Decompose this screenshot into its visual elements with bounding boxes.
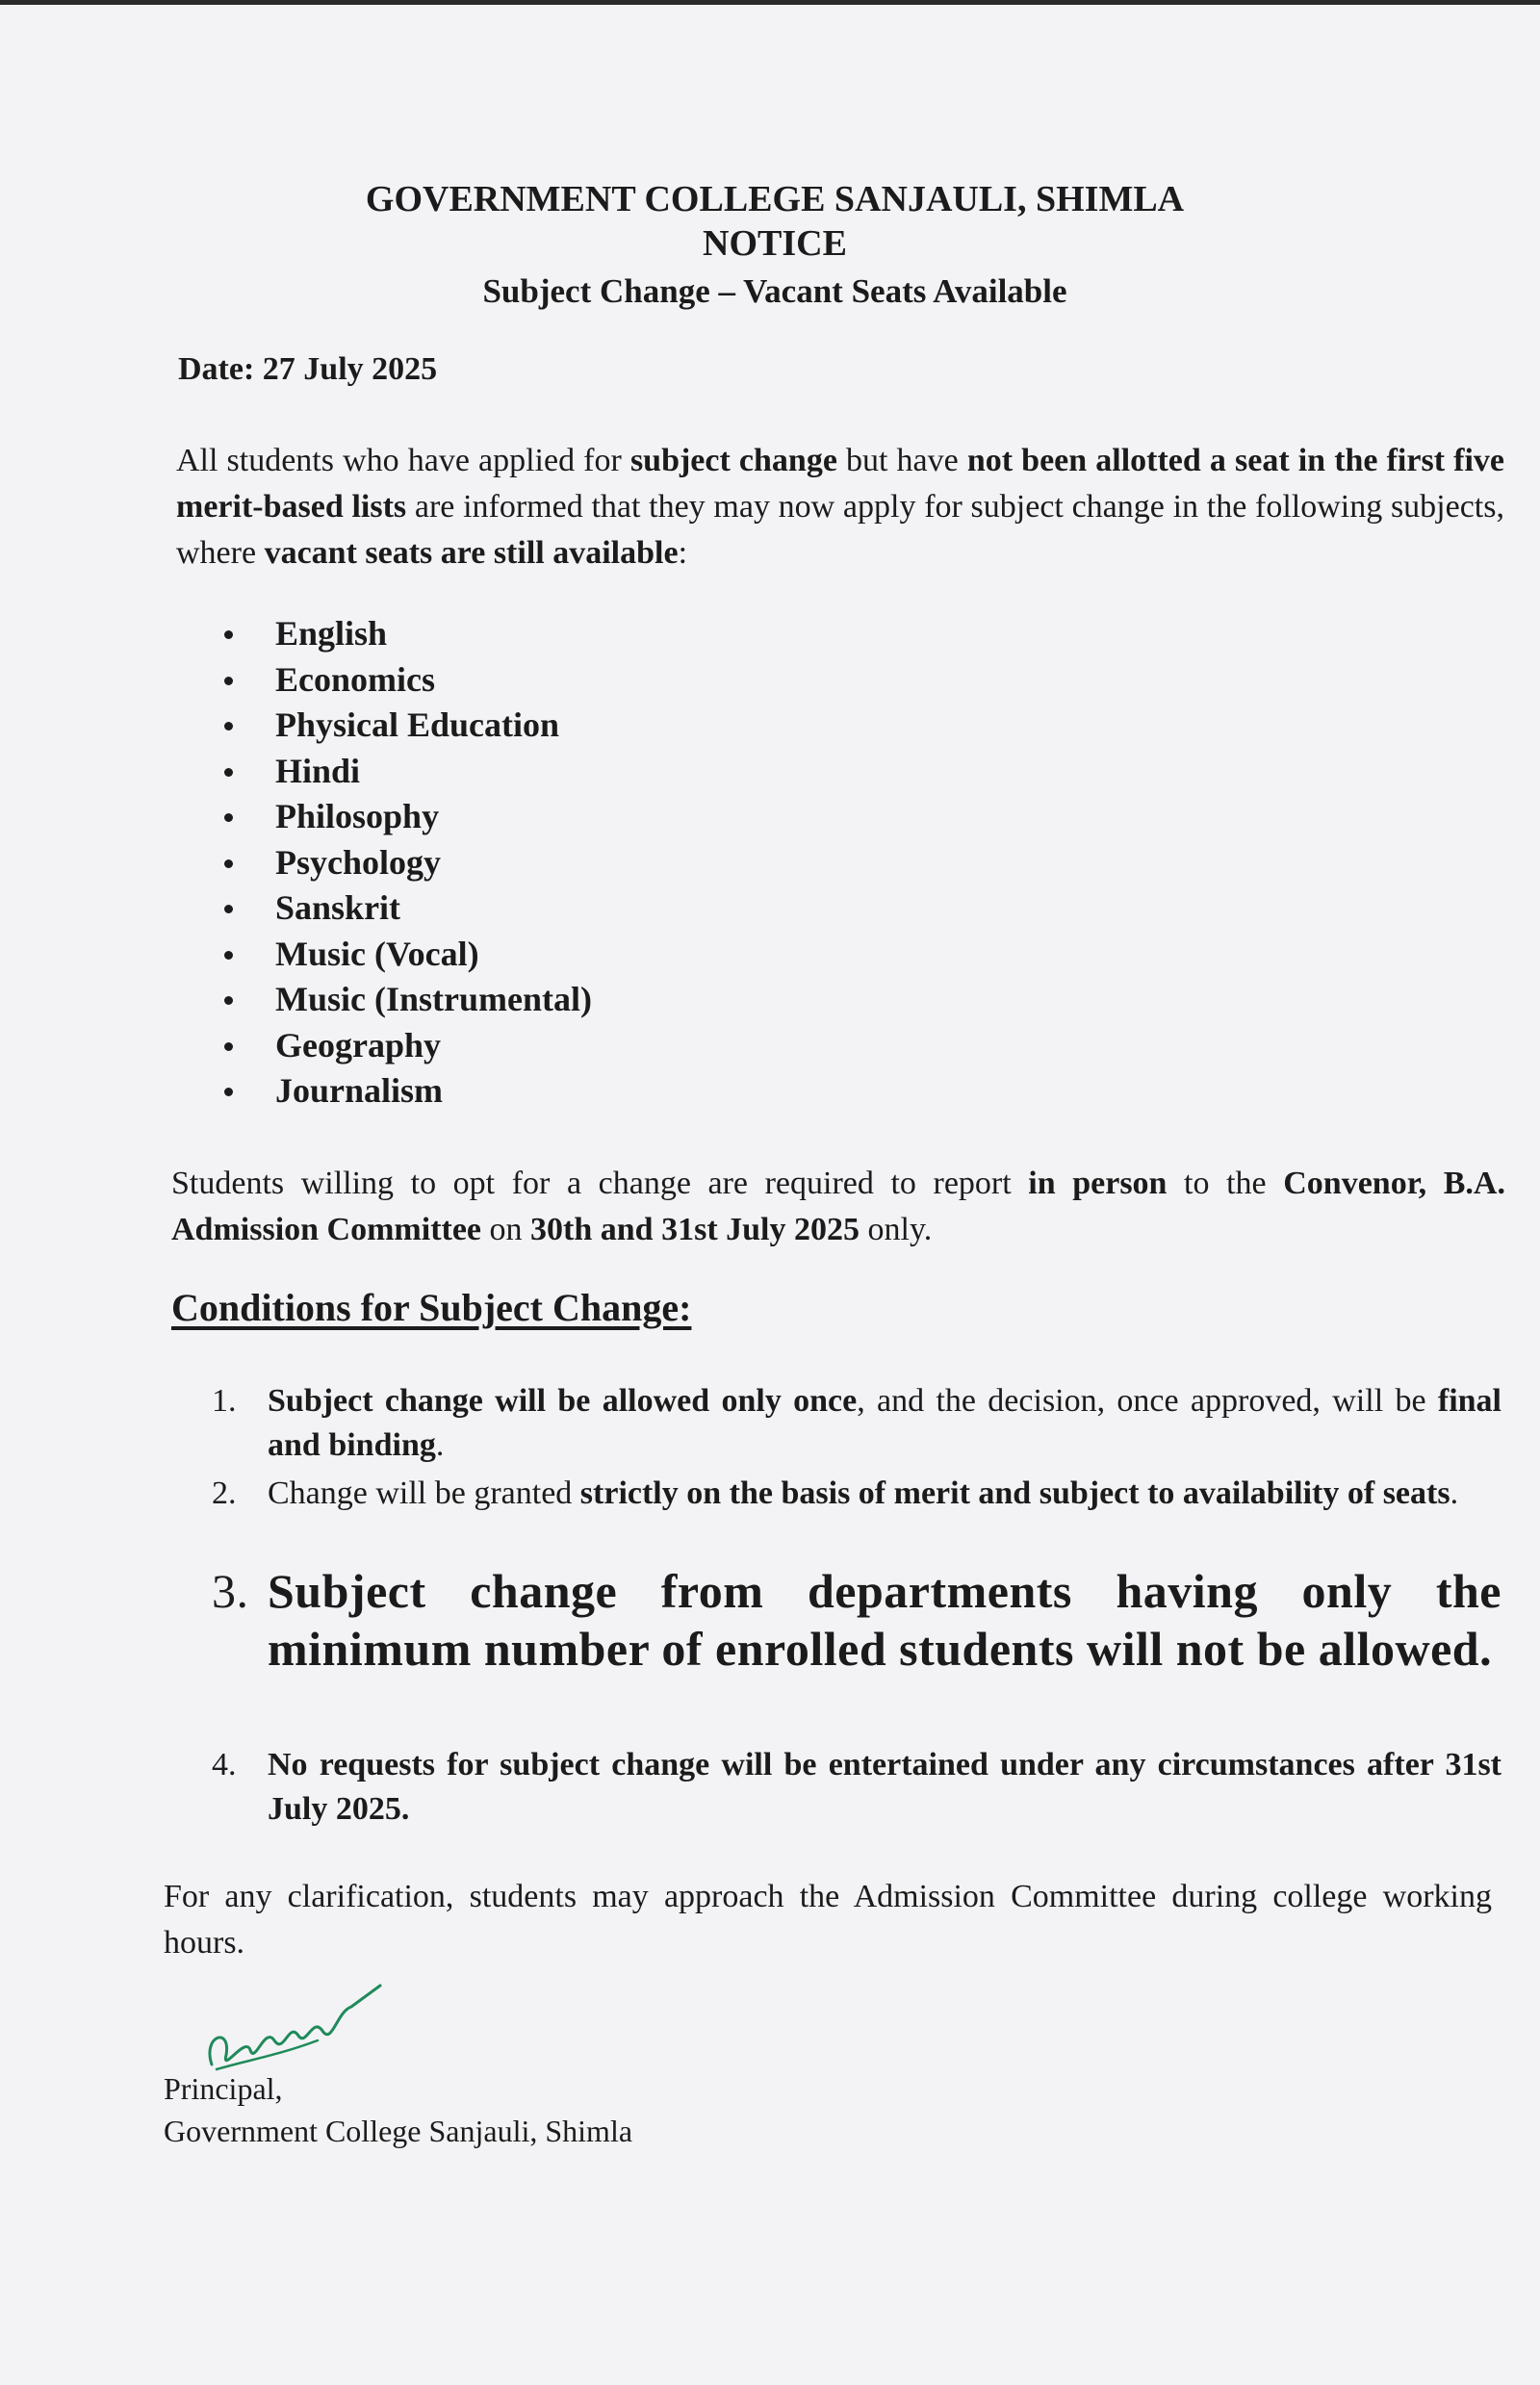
intro-text-2: but have	[836, 443, 967, 478]
subject-item: English	[219, 611, 592, 657]
condition-text: .	[1450, 1475, 1459, 1511]
condition-item	[212, 1379, 1502, 1468]
subject-item: Philosophy	[219, 794, 592, 840]
condition-bold: Subject change from departments having only the minimum number of enrolled students will not be allowed.	[268, 1564, 1502, 1676]
condition-item	[212, 1743, 1502, 1832]
condition-bold: strictly on the basis of merit and subject to availability of seats	[579, 1475, 1450, 1511]
subject-item: Psychology	[219, 840, 592, 886]
notice-subject: Subject Change – Vacant Seats Available	[482, 272, 1067, 310]
subject-item: Geography	[219, 1023, 592, 1069]
condition-number: 2.	[212, 1475, 237, 1511]
condition-number: 3.	[212, 1564, 249, 1618]
notice-date: Date: 27 July 2025	[178, 351, 438, 387]
intro-text-4: :	[678, 535, 688, 571]
intro-text-1: All students who have applied for	[176, 443, 630, 478]
report-bold-3: 30th and 31st July 2025	[530, 1212, 860, 1247]
subject-item: Hindi	[219, 749, 592, 795]
intro-text-3: are informed that they may now apply for subject change in the following subjects, where	[176, 489, 1504, 571]
subject-item: Journalism	[219, 1068, 592, 1115]
clarification-paragraph: For any clarification, students may approach the Admission Committee during college working hours.	[164, 1879, 1492, 1961]
condition-bold: Subject change will be allowed only once	[268, 1383, 858, 1419]
intro-paragraph	[176, 438, 1504, 577]
subject-item: Sanskrit	[219, 885, 592, 932]
intro-bold-1: subject change	[629, 443, 837, 478]
subject-item: Music (Vocal)	[219, 932, 592, 978]
condition-text: , and the decision, once approved, will be	[857, 1383, 1438, 1419]
condition-bold: No requests for subject change will be entertained under any circumstances after 31st July 2025.	[268, 1747, 1502, 1827]
condition-text: Change will be granted	[268, 1475, 580, 1511]
notice-heading: NOTICE	[703, 223, 847, 264]
report-bold-2: Convenor, B.A. Admission Committee	[171, 1166, 1505, 1247]
college-name: GOVERNMENT COLLEGE SANJAULI, SHIMLA	[365, 179, 1185, 219]
signatory-office: Government College Sanjauli, Shimla	[164, 2114, 633, 2148]
report-text-3: on	[481, 1212, 531, 1247]
condition-number: 1.	[212, 1383, 237, 1419]
report-bold-1: in person	[1028, 1166, 1168, 1201]
condition-item	[212, 1562, 1502, 1678]
report-text-2: to the	[1167, 1166, 1284, 1201]
intro-bold-2: not been allotted a seat in the first five merit-based lists	[176, 443, 1504, 525]
subject-item: Music (Instrumental)	[219, 977, 592, 1023]
report-text-4: only.	[860, 1212, 933, 1247]
subject-list	[219, 611, 592, 1115]
condition-number: 4.	[212, 1747, 237, 1782]
report-text-1: Students willing to opt for a change are required to report	[171, 1166, 1029, 1201]
conditions-heading: Conditions for Subject Change:	[171, 1286, 692, 1329]
condition-bold: final and binding	[268, 1383, 1502, 1463]
condition-text: .	[435, 1427, 445, 1463]
intro-bold-3: vacant seats are still available	[264, 535, 679, 571]
signatory-block	[164, 2067, 632, 2152]
subject-item: Physical Education	[219, 703, 592, 749]
condition-item	[212, 1472, 1502, 1516]
signatory-title: Principal,	[164, 2071, 283, 2106]
report-paragraph	[171, 1161, 1505, 1253]
subject-item: Economics	[219, 657, 592, 704]
